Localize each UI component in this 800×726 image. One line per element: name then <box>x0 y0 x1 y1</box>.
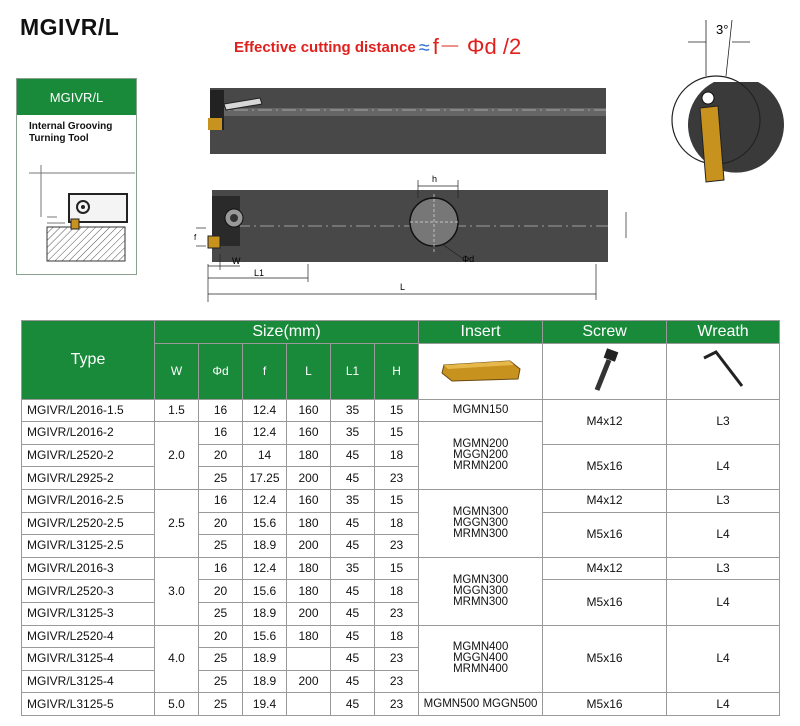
type-cell: MGIVR/L2520-3 <box>22 580 155 603</box>
insert-code: MGGN300 <box>453 516 509 529</box>
tool-drawing <box>196 68 616 303</box>
dim-h-label: h <box>432 174 438 184</box>
l-cell: 200 <box>287 467 331 490</box>
insert-cell <box>419 625 543 693</box>
l-cell <box>287 648 331 671</box>
screw-cell: M5x16 <box>543 444 667 489</box>
sub-h: H <box>375 343 419 399</box>
type-cell: MGIVR/L2520-4 <box>22 625 155 648</box>
l-cell: 180 <box>287 444 331 467</box>
col-screw: Screw <box>543 321 667 344</box>
l-cell: 200 <box>287 602 331 625</box>
w-cell: 2.0 <box>155 422 199 490</box>
wrench-image-cell <box>667 343 780 399</box>
angle-label: 3° <box>716 22 729 37</box>
l1-cell: 35 <box>331 399 375 422</box>
wreath-cell: L3 <box>667 557 780 580</box>
f-cell: 15.6 <box>243 512 287 535</box>
f-cell: 12.4 <box>243 422 287 445</box>
l1-cell: 45 <box>331 625 375 648</box>
card-description <box>17 115 136 149</box>
l1-cell: 35 <box>331 489 375 512</box>
insert-cell: MGMN500 MGGN500 <box>419 693 543 716</box>
l-cell: 180 <box>287 580 331 603</box>
screw-cell: M4x12 <box>543 557 667 580</box>
insert-cell <box>419 489 543 557</box>
w-cell: 2.5 <box>155 489 199 557</box>
d-cell: 25 <box>199 602 243 625</box>
wreath-cell: L4 <box>667 693 780 716</box>
w-cell: 3.0 <box>155 557 199 625</box>
l1-cell: 45 <box>331 648 375 671</box>
col-size: Size(mm) <box>155 321 419 344</box>
f-cell: 15.6 <box>243 625 287 648</box>
card-desc-line2: Turning Tool <box>29 133 89 144</box>
screw-cell: M5x16 <box>543 625 667 693</box>
insert-code: MGMN200 <box>452 438 509 451</box>
card-desc-line1: Internal Grooving <box>29 121 113 132</box>
l-cell: 180 <box>287 557 331 580</box>
type-cell: MGIVR/L2016-1.5 <box>22 399 155 422</box>
col-wreath: Wreath <box>667 321 780 344</box>
dim-l1-label: L1 <box>254 268 265 278</box>
d-cell: 20 <box>199 512 243 535</box>
type-cell: MGIVR/L2520-2.5 <box>22 512 155 535</box>
d-cell: 25 <box>199 467 243 490</box>
insert-cell <box>419 422 543 490</box>
insert-code: MRMN300 <box>453 527 509 540</box>
dim-l-label: L <box>400 282 406 292</box>
wreath-cell: L3 <box>667 489 780 512</box>
l1-cell: 45 <box>331 512 375 535</box>
insert-code: MGMN300 <box>452 573 509 586</box>
dim-w-label: W <box>232 256 241 266</box>
l1-cell: 45 <box>331 444 375 467</box>
d-cell: 20 <box>199 580 243 603</box>
l-cell: 200 <box>287 670 331 693</box>
spec-table <box>21 320 780 716</box>
f-cell: 12.4 <box>243 399 287 422</box>
d-cell: 16 <box>199 422 243 445</box>
h-cell: 15 <box>375 489 419 512</box>
l1-cell: 45 <box>331 693 375 716</box>
insert-image-cell <box>419 343 543 399</box>
f-cell: 17.25 <box>243 467 287 490</box>
l-cell: 160 <box>287 422 331 445</box>
h-cell: 18 <box>375 512 419 535</box>
screw-cell: M5x16 <box>543 693 667 716</box>
f-cell: 14 <box>243 444 287 467</box>
sub-w: W <box>155 343 199 399</box>
screw-image-cell <box>543 343 667 399</box>
wreath-cell: L3 <box>667 399 780 444</box>
d-cell: 20 <box>199 625 243 648</box>
f-cell: 18.9 <box>243 602 287 625</box>
h-cell: 23 <box>375 648 419 671</box>
type-cell: MGIVR/L2016-3 <box>22 557 155 580</box>
type-cell: MGIVR/L3125-2.5 <box>22 535 155 558</box>
h-cell: 15 <box>375 399 419 422</box>
product-card <box>16 78 137 275</box>
sub-l: L <box>287 343 331 399</box>
h-cell: 23 <box>375 602 419 625</box>
insert-code: MGMN300 <box>452 505 509 518</box>
d-cell: 20 <box>199 444 243 467</box>
h-cell: 15 <box>375 422 419 445</box>
insert-code: MRMN400 <box>453 663 509 676</box>
d-cell: 25 <box>199 670 243 693</box>
h-cell: 18 <box>375 444 419 467</box>
f-cell: 18.9 <box>243 670 287 693</box>
formula-expression: f－ Φd /2 <box>432 34 522 59</box>
d-cell: 25 <box>199 648 243 671</box>
d-cell: 16 <box>199 489 243 512</box>
screw-image <box>585 348 625 392</box>
insert-image <box>436 355 526 385</box>
type-cell: MGIVR/L2016-2 <box>22 422 155 445</box>
sub-f: f <box>243 343 287 399</box>
l-cell: 180 <box>287 625 331 648</box>
type-cell: MGIVR/L3125-5 <box>22 693 155 716</box>
l-cell: 180 <box>287 512 331 535</box>
sub-l1: L1 <box>331 343 375 399</box>
insert-angle-drawing <box>666 16 786 186</box>
h-cell: 18 <box>375 625 419 648</box>
d-cell: 16 <box>199 557 243 580</box>
l-cell: 160 <box>287 489 331 512</box>
page-title: MGIVR/L <box>20 14 120 40</box>
f-cell: 19.4 <box>243 693 287 716</box>
card-header: MGIVR/L <box>17 79 136 115</box>
l1-cell: 45 <box>331 580 375 603</box>
wreath-cell: L4 <box>667 512 780 557</box>
h-cell: 23 <box>375 535 419 558</box>
sub-phi-d: Φd <box>199 343 243 399</box>
formula-note <box>234 30 521 61</box>
insert-code: MGMN400 <box>452 641 509 654</box>
col-type: Type <box>22 321 155 400</box>
type-cell: MGIVR/L2016-2.5 <box>22 489 155 512</box>
l1-cell: 45 <box>331 467 375 490</box>
screw-cell: M5x16 <box>543 512 667 557</box>
l1-cell: 45 <box>331 670 375 693</box>
f-cell: 12.4 <box>243 489 287 512</box>
type-cell: MGIVR/L3125-3 <box>22 602 155 625</box>
d-cell: 25 <box>199 535 243 558</box>
insert-code: MRMN300 <box>453 595 509 608</box>
type-cell: MGIVR/L3125-4 <box>22 648 155 671</box>
w-cell: 5.0 <box>155 693 199 716</box>
l1-cell: 35 <box>331 557 375 580</box>
type-cell: MGIVR/L2520-2 <box>22 444 155 467</box>
h-cell: 23 <box>375 467 419 490</box>
l1-cell: 35 <box>331 422 375 445</box>
l-cell <box>287 693 331 716</box>
insert-code: MGGN200 <box>453 449 509 462</box>
screw-cell: M4x12 <box>543 399 667 444</box>
f-cell: 12.4 <box>243 557 287 580</box>
wreath-cell: L4 <box>667 444 780 489</box>
f-cell: 15.6 <box>243 580 287 603</box>
insert-code: MGGN400 <box>453 652 509 665</box>
insert-cell: MGMN150 <box>419 399 543 422</box>
wrench-image <box>698 348 748 392</box>
screw-cell: M4x12 <box>543 489 667 512</box>
insert-code: MGGN300 <box>453 584 509 597</box>
w-cell: 1.5 <box>155 399 199 422</box>
l-cell: 160 <box>287 399 331 422</box>
type-cell: MGIVR/L3125-4 <box>22 670 155 693</box>
formula-text: Effective cutting distance <box>234 39 416 56</box>
f-cell: 18.9 <box>243 535 287 558</box>
col-insert: Insert <box>419 321 543 344</box>
f-cell: 18.9 <box>243 648 287 671</box>
dim-f-label: f <box>194 233 197 242</box>
w-cell: 4.0 <box>155 625 199 693</box>
type-cell: MGIVR/L2925-2 <box>22 467 155 490</box>
card-illustration <box>17 157 136 272</box>
l1-cell: 45 <box>331 535 375 558</box>
wreath-cell: L4 <box>667 625 780 693</box>
insert-code: MRMN200 <box>453 460 509 473</box>
dim-phi-d-label: Φd <box>462 254 475 264</box>
screw-cell: M5x16 <box>543 580 667 625</box>
d-cell: 25 <box>199 693 243 716</box>
approx-symbol: ≈ <box>418 37 430 59</box>
h-cell: 18 <box>375 580 419 603</box>
l1-cell: 45 <box>331 602 375 625</box>
l-cell: 200 <box>287 535 331 558</box>
wreath-cell: L4 <box>667 580 780 625</box>
h-cell: 15 <box>375 557 419 580</box>
d-cell: 16 <box>199 399 243 422</box>
h-cell: 23 <box>375 670 419 693</box>
h-cell: 23 <box>375 693 419 716</box>
insert-cell <box>419 557 543 625</box>
